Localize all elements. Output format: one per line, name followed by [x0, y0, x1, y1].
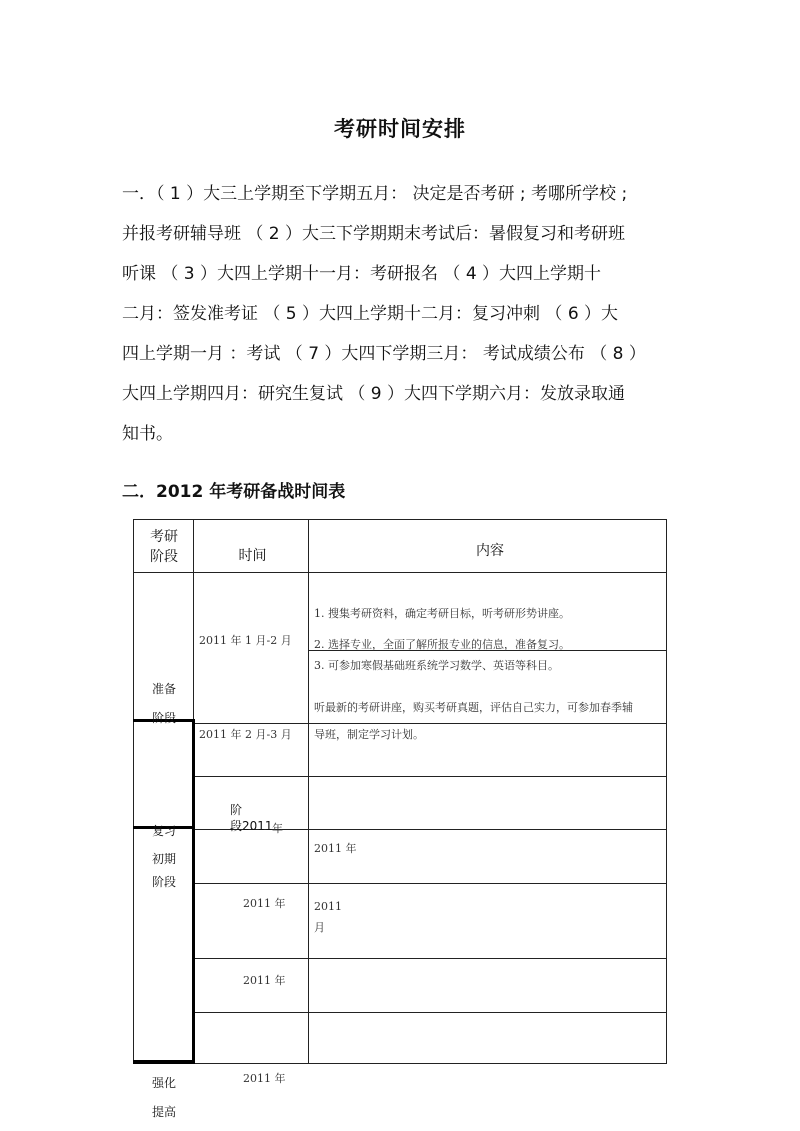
stage-review-overlap: 段2011 — [230, 819, 273, 833]
stage-review-label: 初期 — [152, 852, 177, 866]
table-border — [193, 776, 667, 777]
time-cell: 2011 年 2 月-3 月 — [199, 728, 292, 741]
paragraph-line: 并报考研辅导班 （ 2 ）大三下学期期末考试后：暑假复习和考研班 — [122, 224, 626, 244]
time-year-fragment: 年 — [272, 822, 283, 835]
stage-prep-label: 阶段 — [152, 711, 177, 725]
schedule-paragraph — [122, 174, 697, 454]
paragraph-line: 听课 （ 3 ）大四上学期十一月：考研报名 （ 4 ）大四上学期十 — [122, 264, 602, 284]
content-cell: 听最新的考研讲座，购买考研真题，评估自己实力，可参加春季辅 — [314, 701, 633, 714]
stage-review-label: 阶段 — [152, 875, 177, 889]
content-cell: 3. 可参加寒假基础班系统学习数学、英语等科目。 — [314, 659, 559, 672]
content-cell: 1. 搜集考研资料，确定考研目标，听考研形势讲座。 — [314, 607, 570, 620]
header-time: 时间 — [238, 548, 267, 564]
page-title: 考研时间安排 — [334, 117, 466, 141]
stage-strengthen-label: 提高 — [152, 1105, 177, 1119]
stage-strengthen-label: 强化 — [152, 1076, 177, 1090]
header-content: 内容 — [476, 543, 504, 559]
header-stage-line1: 考研 — [150, 529, 178, 545]
content-cell: 2011 — [314, 900, 342, 913]
table-border — [666, 519, 667, 1064]
stage-divider — [192, 719, 195, 1064]
stage-review-overlap: 阶 — [230, 803, 243, 817]
content-cell: 2. 选择专业，全面了解所报专业的信息，准备复习。 — [314, 638, 570, 651]
table-border — [133, 519, 134, 1063]
table-border — [308, 519, 309, 1064]
table-border — [193, 1012, 667, 1013]
table-border — [133, 519, 667, 520]
paragraph-line: 四上学期一月 ：考试 （ 7 ）大四下学期三月： 考试成绩公布 （ 8 ） — [122, 344, 646, 364]
time-cell: 2011 年 — [243, 974, 286, 987]
content-cell: 月 — [314, 921, 325, 934]
table-border — [193, 958, 667, 959]
table-border — [193, 883, 667, 884]
table-border — [193, 1063, 667, 1064]
paragraph-line: 知书。 — [122, 424, 173, 444]
stage-prep-label: 准备 — [152, 682, 177, 696]
paragraph-line: 大四上学期四月：研究生复试 （ 9 ）大四下学期六月：发放录取通 — [122, 384, 626, 404]
table-border — [133, 572, 667, 573]
time-cell: 2011 年 — [243, 897, 286, 910]
paragraph-line: 一．（ 1 ）大三上学期至下学期五月： 决定是否考研 ; 考哪所学校 ; — [122, 184, 628, 204]
table-border — [193, 723, 667, 724]
header-stage-line2: 阶段 — [150, 549, 178, 565]
stage-review-label: 复习 — [152, 824, 177, 838]
paragraph-line: 二月：签发准考证 （ 5 ）大四上学期十二月：复习冲刺 （ 6 ）大 — [122, 304, 619, 324]
time-cell: 2011 年 — [243, 1072, 286, 1085]
section2-heading: 二．2012 年考研备战时间表 — [122, 482, 346, 502]
time-cell: 2011 年 1 月-2 月 — [199, 634, 292, 647]
header-stage — [140, 526, 188, 566]
content-cell: 导班，制定学习计划。 — [314, 728, 424, 741]
stage-divider — [133, 1060, 193, 1064]
content-cell: 2011 年 — [314, 842, 357, 855]
